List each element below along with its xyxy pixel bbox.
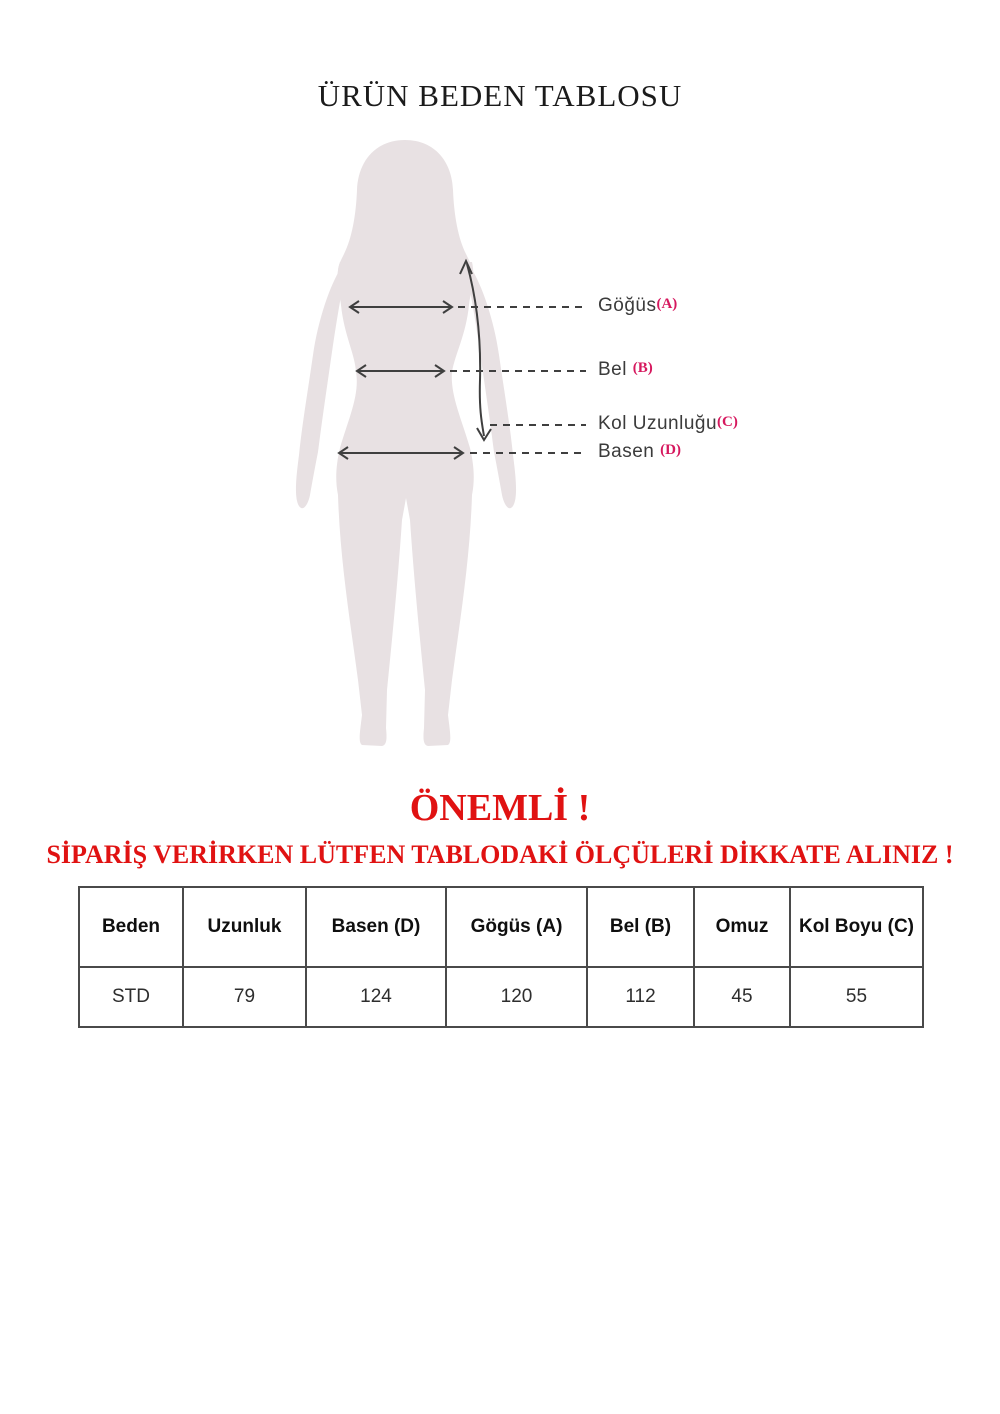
- label-hip: [598, 441, 681, 463]
- header-cell-gogus: Gögüs (A): [446, 887, 587, 967]
- female-silhouette: [296, 140, 516, 746]
- important-heading: ÖNEMLİ !: [409, 787, 591, 829]
- header-cell-uzunluk: Uzunluk: [183, 887, 306, 967]
- size-table-data-row: [79, 967, 923, 1027]
- label-chest-text: Göğüs: [598, 295, 657, 316]
- label-waist: [598, 359, 653, 381]
- header-cell-beden: Beden: [79, 887, 183, 967]
- header-cell-bel: Bel (B): [587, 887, 694, 967]
- label-hip-text: Basen: [598, 441, 655, 462]
- label-arm-length-letter: (C): [717, 414, 738, 430]
- label-chest-letter: (A): [656, 296, 678, 312]
- size-table-header-row: [79, 887, 923, 967]
- header-cell-kol-boyu: Kol Boyu (C): [790, 887, 923, 967]
- label-arm-length: [598, 413, 738, 435]
- label-hip-letter: (D): [660, 442, 681, 458]
- cell-beden: STD: [79, 967, 183, 1027]
- label-waist-letter: (B): [632, 360, 653, 376]
- order-warning-text: SİPARİŞ VERİRKEN LÜTFEN TABLODAKİ ÖLÇÜLERİ DİKKATE ALINIZ !: [46, 840, 954, 869]
- silhouette-right-arm: [467, 268, 516, 508]
- cell-omuz: 45: [694, 967, 790, 1027]
- silhouette-body: [336, 262, 473, 746]
- header-cell-omuz: Omuz: [694, 887, 790, 967]
- cell-basen: 124: [306, 967, 446, 1027]
- cell-kol-boyu: 55: [790, 967, 923, 1027]
- cell-bel: 112: [587, 967, 694, 1027]
- label-waist-text: Bel: [598, 359, 627, 380]
- label-chest: [598, 295, 677, 317]
- size-table: [78, 886, 924, 1028]
- label-arm-length-text: Kol Uzunluğu: [598, 413, 718, 434]
- header-cell-basen: Basen (D): [306, 887, 446, 967]
- page-title: ÜRÜN BEDEN TABLOSU: [317, 78, 683, 113]
- cell-uzunluk: 79: [183, 967, 306, 1027]
- cell-gogus: 120: [446, 967, 587, 1027]
- body-measurement-diagram: [280, 130, 600, 760]
